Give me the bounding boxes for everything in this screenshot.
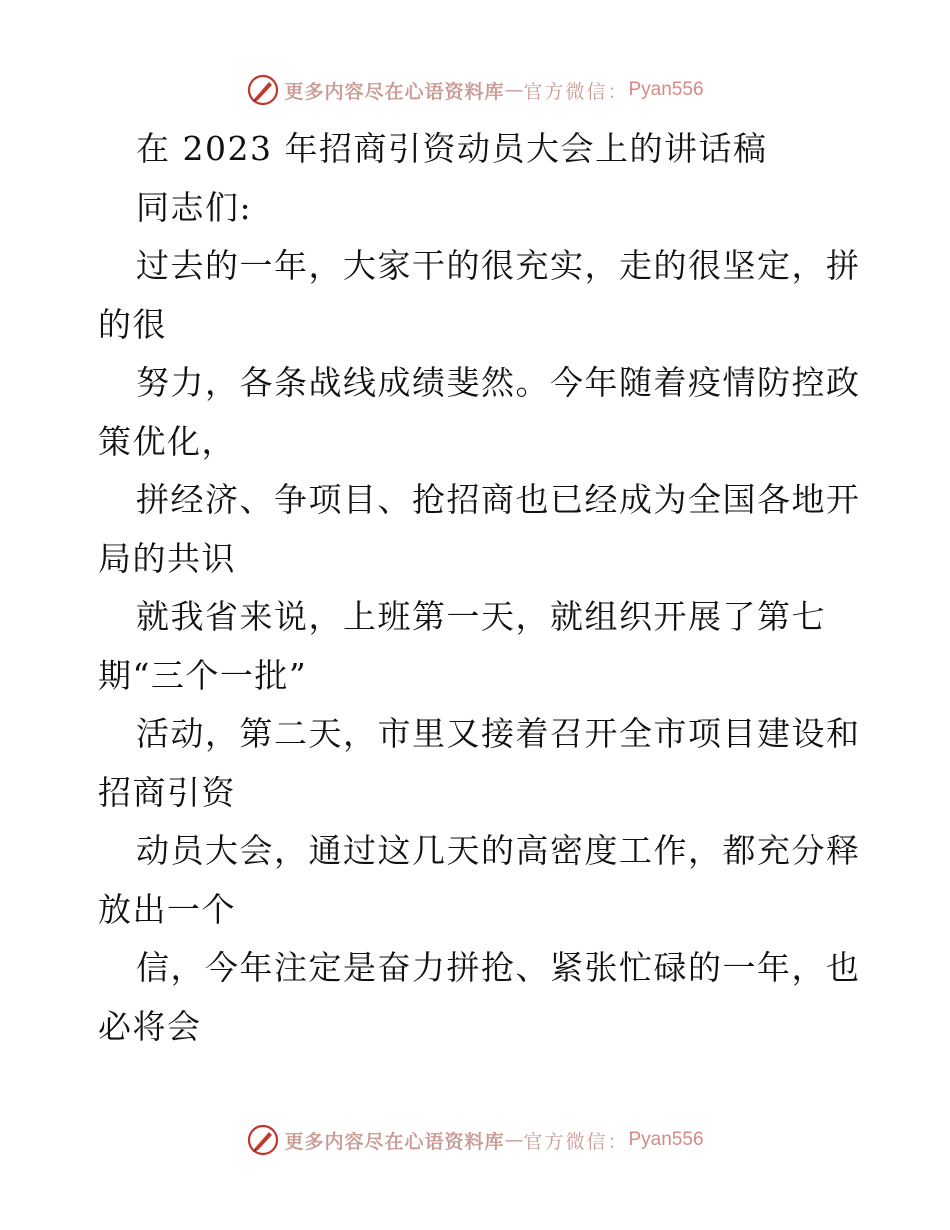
body-line: 就我省来说，上班第一天，就组织开展了第七 [136, 597, 826, 636]
footer-wechat-label: 官方微信： [523, 1130, 629, 1153]
body-line: 努力，各条战线成绩斐然。今年随着疫情防控政 [136, 363, 861, 402]
body-line: 期“三个一批” [98, 655, 308, 695]
body-line: 动员大会，通过这几天的高密度工作，都充分释 [136, 831, 861, 870]
footer-wechat-id: Pyan556 [628, 1129, 704, 1150]
body-line: 招商引资 [98, 772, 236, 812]
footer-separator: — [504, 1129, 524, 1151]
body-line: 必将会 [98, 1006, 202, 1046]
document-title: 在 2023 年招商引资动员大会上的讲话稿 [136, 129, 768, 168]
pen-logo-icon [246, 1123, 280, 1157]
body-line: 放出一个 [98, 889, 236, 929]
footer-banner [0, 1118, 950, 1162]
body-line: 的很 [98, 304, 167, 344]
body-line: 策优化， [98, 421, 236, 461]
body-line: 过去的一年，大家干的很充实，走的很坚定，拼 [136, 246, 861, 285]
body-line: 活动，第二天，市里又接着召开全市项目建设和 [136, 714, 861, 753]
body-line: 局的共识 [98, 538, 236, 578]
body-line: 拼经济、争项目、抢招商也已经成为全国各地开 [136, 480, 861, 519]
footer-text: 更多内容尽在心语资料库 [284, 1130, 505, 1153]
document-body [98, 120, 861, 1056]
header-wechat-id: Pyan556 [628, 79, 704, 100]
salutation: 同志们: [136, 187, 253, 227]
header-wechat-label: 官方微信： [523, 80, 629, 103]
body-line: 信，今年注定是奋力拼抢、紧张忙碌的一年，也 [136, 948, 861, 987]
pen-logo-icon [246, 73, 280, 107]
header-separator: — [504, 79, 524, 101]
header-banner [0, 68, 950, 112]
header-text: 更多内容尽在心语资料库 [284, 80, 505, 103]
